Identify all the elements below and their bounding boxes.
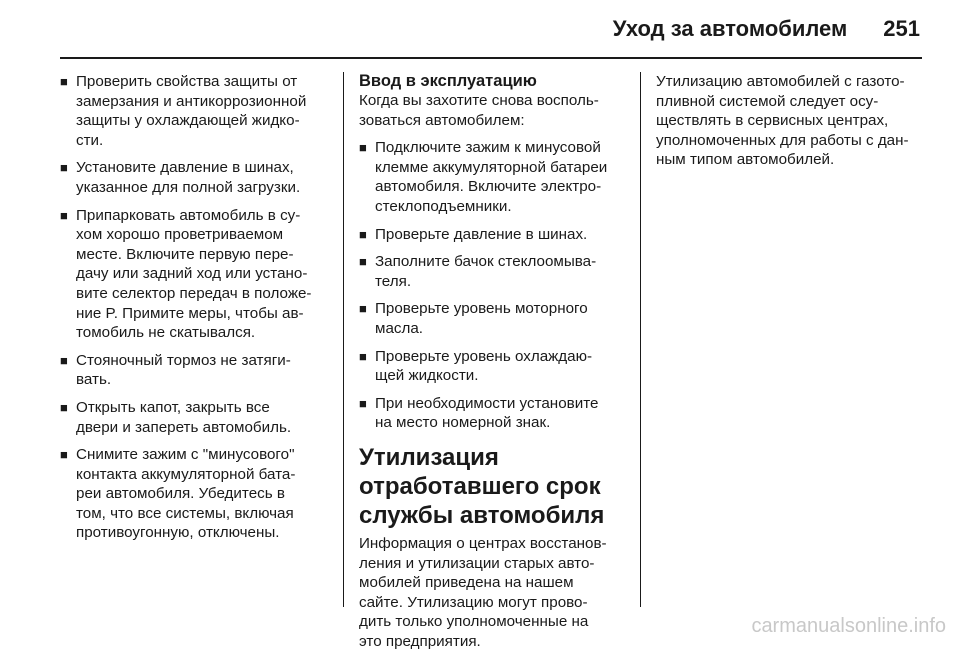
column-3 (656, 72, 926, 178)
list-item: ■ Проверьте давление в шинах. (359, 225, 588, 243)
list-item: ■ Проверить свойства защиты от замерзания и антикоррозионной защиты у охлаждающей жидко- сти. (60, 73, 307, 149)
list-item: ■ При необходимости установите на место номерной знак. (359, 394, 599, 432)
section-heading-recommissioning: Ввод в эксплуатацию (359, 72, 537, 90)
bullet-icon: ■ (60, 160, 68, 176)
list-item: ■ Открыть капот, закрыть все двери и запереть автомобиль. (60, 398, 292, 436)
list-item: ■ Проверьте уровень охлаждаю- щей жидкости. (359, 347, 593, 385)
list-item: ■ Стояночный тормоз не затяги- вать. (60, 351, 291, 389)
list-item: ■ Установите давление в шинах, указанное для полной загрузки. (60, 159, 301, 196)
list-item: ■ Снимите зажим с "минусового" контакта аккумуляторной бата- реи автомобиля. Убедитесь в том, что все системы, включая противоугонную, отключены. (60, 446, 296, 542)
bullet-icon: ■ (359, 226, 367, 242)
page-header (613, 16, 920, 42)
list-item: ■ Заполните бачок стеклоомыва- теля. (359, 253, 597, 290)
column-1 (60, 72, 330, 551)
page-number: 251 (883, 16, 920, 41)
disposal-text: Информация о центрах восстанов- ления и утилизации старых авто- мобилей приведена на нашем сайте. Утилизацию могут прово- дить только уполномоченные на это предприятия. (359, 534, 607, 650)
bullet-icon: ■ (359, 254, 367, 270)
bullet-icon: ■ (60, 207, 68, 223)
bullet-icon: ■ (359, 348, 367, 364)
column-divider-1 (343, 72, 344, 607)
list-item: ■ Подключите зажим к минусовой клемме аккумуляторной батареи автомобиля. Включите электро- стеклоподъемники. (359, 139, 608, 215)
bullet-icon: ■ (60, 352, 68, 368)
gas-vehicle-disposal-text: Утилизацию автомобилей с газото- пливной системой следует осу- ществлять в сервисных центрах, уполномоченных для работы с дан- ным типом автомобилей. (656, 73, 909, 169)
column-2 (359, 72, 627, 659)
watermark: carmanualsonline.info (751, 615, 946, 637)
storage-checklist (60, 72, 330, 543)
bullet-icon: ■ (60, 399, 68, 415)
list-item: ■ Проверьте уровень моторного масла. (359, 300, 588, 337)
bullet-icon: ■ (359, 301, 367, 317)
bullet-icon: ■ (60, 74, 68, 89)
header-rule (60, 57, 922, 59)
bullet-icon: ■ (359, 395, 367, 411)
intro-text: Когда вы захотите снова восполь- зоваться автомобилем: (359, 92, 599, 129)
page-title: Уход за автомобилем (612, 16, 848, 41)
list-item: ■ Припарковать автомобиль в су- хом хорошо проветриваемом месте. Включите первую пере- дачу или задний ход или устано- вите селектор передач в положе- ние P. Примите меры, чтобы ав- томобиль не скатывался. (60, 206, 312, 342)
recommissioning-checklist (359, 138, 627, 433)
bullet-icon: ■ (60, 447, 68, 463)
column-divider-2 (640, 72, 641, 607)
section-title-disposal: Утилизация отработавшего срок службы автомобиля (359, 443, 605, 529)
bullet-icon: ■ (359, 140, 367, 156)
